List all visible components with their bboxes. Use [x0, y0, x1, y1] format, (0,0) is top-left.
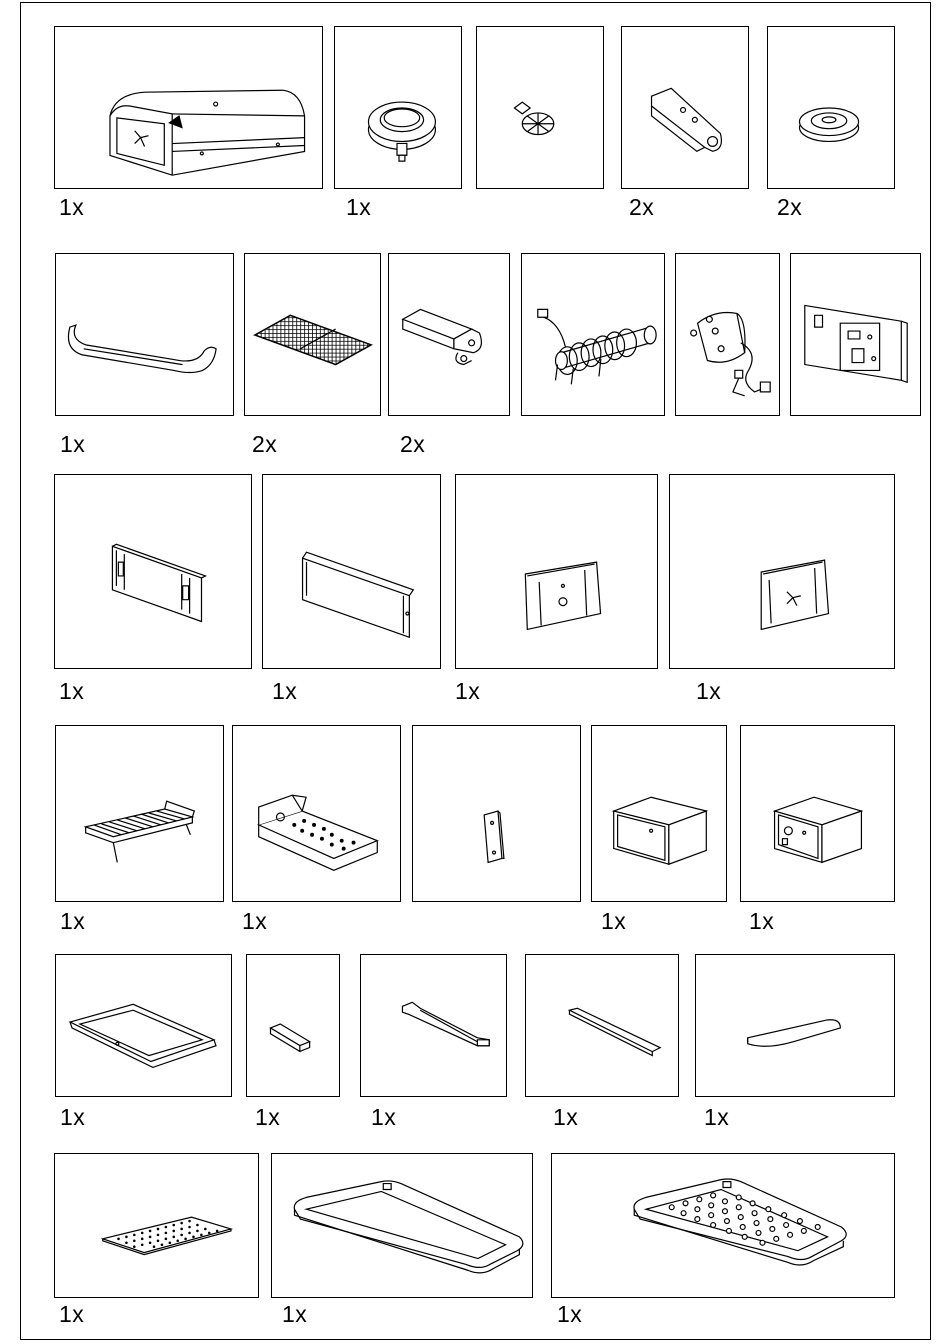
rotisserie-spit-disc-drawing — [477, 27, 603, 188]
round-foot-drawing — [768, 27, 894, 188]
part-grill-hood — [54, 26, 323, 189]
qty-hinge-bracket: 2x — [629, 194, 655, 220]
qty-drip-tray: 1x — [60, 1104, 86, 1130]
part-perforated-plate — [54, 1153, 259, 1298]
tray-frame-drawing — [272, 1154, 532, 1297]
part-drip-tray — [55, 954, 232, 1097]
part-motor-unit — [675, 253, 780, 416]
part-rounded-plate — [695, 954, 895, 1097]
qty-small-channel: 1x — [255, 1104, 281, 1130]
rounded-plate-drawing — [696, 955, 894, 1096]
qty-tray-frame: 1x — [282, 1301, 308, 1327]
qty-handle-bar: 1x — [60, 431, 86, 457]
fire-box-drawing — [233, 726, 400, 901]
qty-grill-hood: 1x — [59, 194, 85, 220]
part-back-panel — [262, 474, 441, 669]
part-handle-bar — [55, 253, 234, 416]
cooking-grate-drawing — [245, 254, 380, 415]
part-open-box-cover — [591, 725, 727, 902]
small-plate-drawing — [413, 726, 580, 901]
part-hinge-bracket — [621, 26, 749, 189]
part-fire-box — [232, 725, 401, 902]
open-box-cover-drawing — [592, 726, 726, 901]
qty-fire-box: 1x — [242, 908, 268, 934]
small-channel-drawing — [247, 955, 339, 1096]
handle-bar-drawing — [56, 254, 233, 415]
part-heating-element — [521, 253, 665, 416]
part-switch-box-cover — [740, 725, 895, 902]
perforated-tray-drawing — [552, 1154, 894, 1297]
qty-round-foot: 2x — [777, 194, 803, 220]
right-side-panel-drawing — [670, 475, 894, 668]
motor-unit-drawing — [676, 254, 779, 415]
gas-regulator-knob-drawing — [335, 27, 461, 188]
control-box-drawing — [791, 254, 920, 415]
part-warming-rack — [55, 725, 224, 902]
switch-box-cover-drawing — [741, 726, 894, 901]
front-panel-drawing — [55, 475, 251, 668]
part-side-bracket — [388, 253, 510, 416]
part-gas-regulator-knob — [334, 26, 462, 189]
qty-perforated-plate: 1x — [59, 1301, 85, 1327]
qty-switch-box-cover: 1x — [749, 908, 775, 934]
part-small-channel — [246, 954, 340, 1097]
qty-front-panel: 1x — [59, 678, 85, 704]
perforated-plate-drawing — [55, 1154, 258, 1297]
part-control-box — [790, 253, 921, 416]
back-panel-drawing — [263, 475, 440, 668]
qty-cooking-grate: 2x — [252, 431, 278, 457]
part-right-side-panel — [669, 474, 895, 669]
long-strap-bar-drawing — [361, 955, 506, 1096]
part-perforated-tray — [551, 1153, 895, 1298]
qty-back-panel: 1x — [272, 678, 298, 704]
qty-open-box-cover: 1x — [601, 908, 627, 934]
warming-rack-drawing — [56, 726, 223, 901]
qty-warming-rack: 1x — [60, 908, 86, 934]
qty-left-side-panel: 1x — [455, 678, 481, 704]
flat-bar-drawing — [526, 955, 678, 1096]
heating-element-drawing — [522, 254, 664, 415]
part-long-strap-bar — [360, 954, 507, 1097]
part-flat-bar — [525, 954, 679, 1097]
part-tray-frame — [271, 1153, 533, 1298]
part-front-panel — [54, 474, 252, 669]
part-round-foot — [767, 26, 895, 189]
grill-hood-drawing — [55, 27, 322, 188]
qty-flat-bar: 1x — [553, 1104, 579, 1130]
left-side-panel-drawing — [456, 475, 657, 668]
part-rotisserie-spit-disc — [476, 26, 604, 189]
side-bracket-drawing — [389, 254, 509, 415]
part-cooking-grate — [244, 253, 381, 416]
hinge-bracket-drawing — [622, 27, 748, 188]
qty-gas-regulator-knob: 1x — [346, 194, 372, 220]
drip-tray-drawing — [56, 955, 231, 1096]
qty-long-strap-bar: 1x — [371, 1104, 397, 1130]
qty-perforated-tray: 1x — [557, 1301, 583, 1327]
qty-rounded-plate: 1x — [704, 1104, 730, 1130]
part-small-plate — [412, 725, 581, 902]
part-left-side-panel — [455, 474, 658, 669]
qty-side-bracket: 2x — [400, 431, 426, 457]
qty-right-side-panel: 1x — [696, 678, 722, 704]
